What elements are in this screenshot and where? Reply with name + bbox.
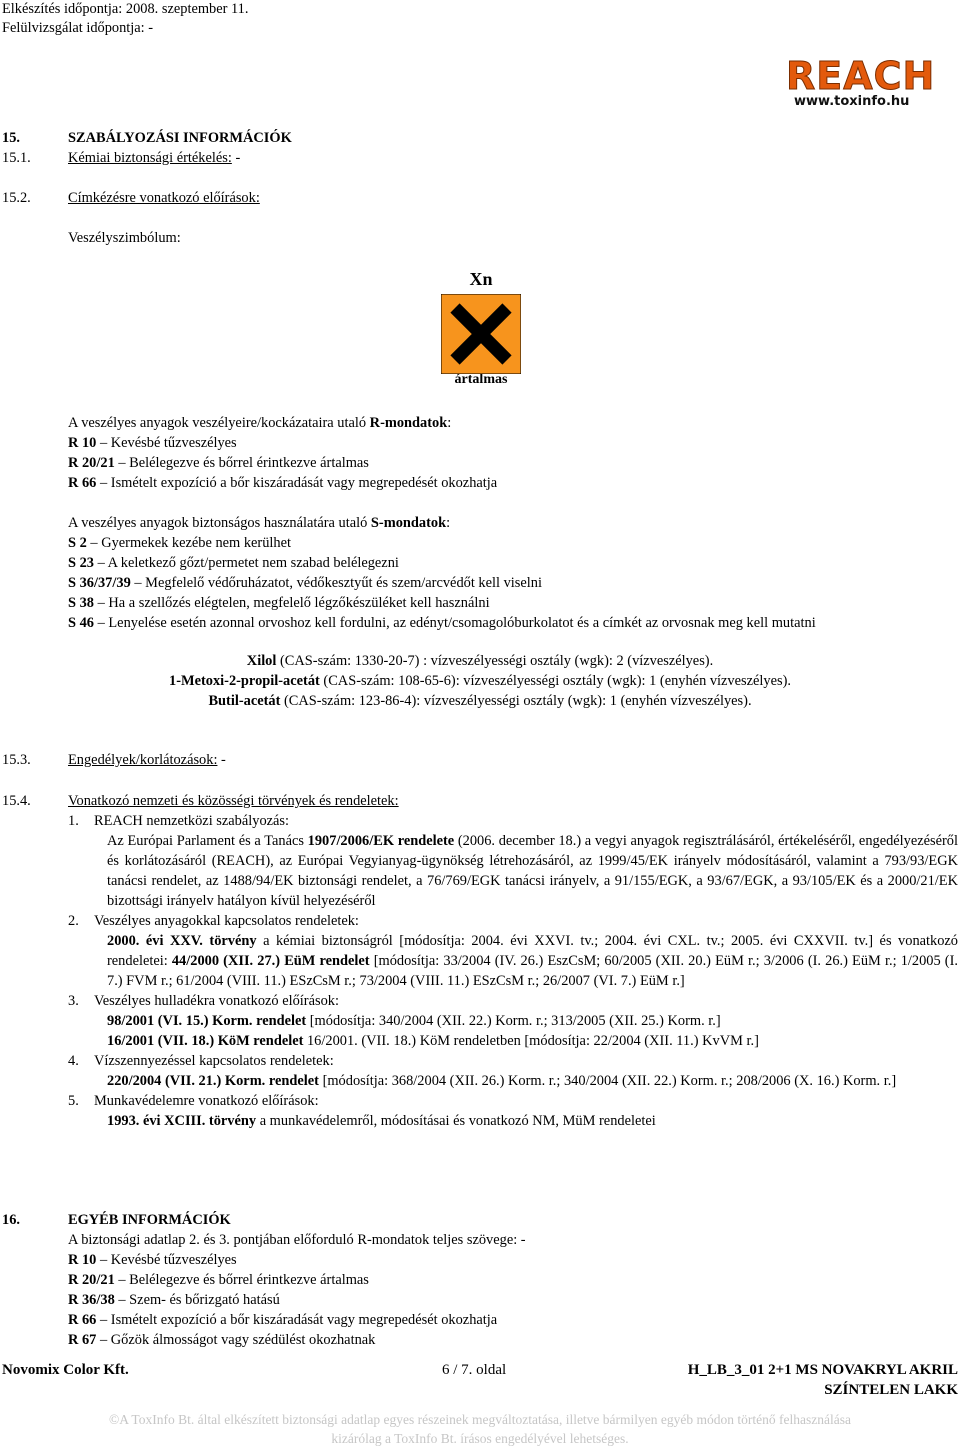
r-phrase: R 10 – Kevésbé tűzveszélyes: [68, 1252, 237, 1268]
law-item: 4. Vízszennyezéssel kapcsolatos rendeletek:: [68, 1053, 334, 1069]
hazard-code: Xn: [469, 269, 493, 289]
r-phrases: A veszélyes anyagok veszélyeire/kockázataira utaló R-mondatok: R 10 – Kevésbé tűzveszélyes R 20/21 – Belélegezve és bőrrel érintkezve ártalmas R 66 – Ismételt expozíció a bőr kiszáradását vagy megrepedését okozhatja: [68, 415, 498, 491]
law-text: 1993. évi XCIII. törvény a munkavédelemről, módosításai és vonatkozó NM, MüM rendeletei: [107, 1113, 656, 1129]
reach-logo: [786, 54, 960, 109]
r-phrase: R 66 – Ismételt expozíció a bőr kiszáradását vagy megrepedését okozhatja: [68, 1312, 498, 1328]
s-phrase: S 38 – Ha a szellőzés elégtelen, megfelelő légzőkészüléket kell használni: [68, 595, 490, 611]
s-phrase: S 46 – Lenyelése esetén azonnal orvoshoz kell fordulni, az edényt/csomagolóburkolatot és a címkét az orvosnak meg kell mutatni: [68, 615, 816, 631]
law-item: 5. Munkavédelemre vonatkozó előírások:: [68, 1093, 319, 1109]
created-date: Elkészítés időpontja: 2008. szeptember 11.: [2, 1, 249, 17]
r-phrase: R 20/21 – Belélegezve és bőrrel érintkezve ártalmas: [68, 455, 369, 471]
hazard-name: ártalmas: [454, 372, 508, 387]
s-phrase: S 36/37/39 – Megfelelő védőruházatot, védőkesztyűt és szem/arcvédőt kell viselni: [68, 575, 542, 591]
subsection-title: Címkézésre vonatkozó előírások:: [68, 190, 260, 206]
section-15: 15. SZABÁLYOZÁSI INFORMÁCIÓK 15.1. Kémiai biztonsági értékelés: - 15.2. Címkézésre vonatkozó előírások: Veszélyszimbólum:: [2, 130, 292, 246]
laws-list: [68, 811, 958, 1131]
s-phrase: S 23 – A keletkező gőzt/permetet nem szabad belélegezni: [68, 555, 399, 571]
section-title: SZABÁLYOZÁSI INFORMÁCIÓK: [68, 130, 292, 146]
symbol-label: Veszélyszimbólum:: [68, 230, 181, 246]
footer-product: H_LB_3_01 2+1 MS NOVAKRYL AKRIL SZÍNTELEN LAKK: [687, 1362, 958, 1398]
subsection-num: 15.1.: [2, 150, 31, 166]
subsection-15-4: 15.4. Vonatkozó nemzeti és közösségi törvények és rendeletek:: [2, 793, 399, 809]
law-text: 2000. évi XXV. törvény a kémiai biztonságról [módosítja: 2004. évi XXVI. tv.; 2004. évi CXL. tv.; 2005. évi CXXVII. tv.] és vonatkozó rendeletei: 44/2000 (XII. 27.) EüM rendelet [módosítja: 33/2004 (IV. 26.) EszCsM; 60/2005 (XII. 20.) EüM r.; 3/2006 (I. 26.) EüM r.; 1/2005 (I. 7.) FVM r.; 61/2004 (VIII. 11.) ESzCsM r.; 73/2004 (VIII. 11.) ESzCsM r.; 26/2007 (VI. 7.) EüM r.]: [107, 933, 958, 989]
footer-page: 6 / 7. oldal: [442, 1362, 507, 1378]
subsection-num: 15.2.: [2, 190, 31, 206]
wgk-line: Xilol (CAS-szám: 1330-20-7) : vízveszélyességi osztály (wgk): 2 (vízveszélyes).: [246, 653, 714, 669]
wgk-line: 1-Metoxi-2-propil-acetát (CAS-szám: 108-65-6): vízveszélyességi osztály (wgk): 1 (enyhén vízveszélyes).: [169, 673, 791, 689]
r-phrase: R 36/38 – Szem- és bőrizgató hatású: [68, 1292, 280, 1308]
wgk-line: Butil-acetát (CAS-szám: 123-86-4): vízveszélyességi osztály (wgk): 1 (enyhén vízveszélyes).: [208, 693, 752, 709]
law-text: 220/2004 (VII. 21.) Korm. rendelet [módosítja: 368/2004 (XII. 26.) Korm. r.; 340/2004 (XII. 22.) Korm. r.; 208/2006 (X. 16.) Korm. r.]: [107, 1073, 897, 1089]
copyright-notice: ©A ToxInfo Bt. által elkészített biztonsági adatlap egyes részeinek megváltoztatása, illetve bármilyen egyéb módon történő felhasználása kizárólag a ToxInfo Bt. írásos engedélyével lehetséges.: [109, 1412, 851, 1446]
reach-logo-brand: REACH: [786, 54, 936, 98]
s-phrase: S 2 – Gyermekek kezébe nem kerülhet: [68, 535, 291, 551]
r-phrase: R 10 – Kevésbé tűzveszélyes: [68, 435, 237, 451]
section-num: 15.: [2, 130, 20, 146]
harmful-cross-icon: [441, 294, 521, 374]
revised-date: Felülvizsgálat időpontja: -: [2, 20, 154, 36]
section-16: 16. EGYÉB INFORMÁCIÓK A biztonsági adatlap 2. és 3. pontjában előforduló R-mondatok teljes szövege: - R 10 – Kevésbé tűzveszélyes R 20/21 – Belélegezve és bőrrel érintkezve ártalmas R 36/38 – Szem- és bőrizgató hatású R 66 – Ismételt expozíció a bőr kiszáradását vagy megrepedését okozhatja R 67 – Gőzök álmosságot vagy szédülést okozhatnak: [2, 1210, 952, 1350]
law-item: 2. Veszélyes anyagokkal kapcsolatos rendeletek:: [68, 913, 359, 929]
r-phrase: R 20/21 – Belélegezve és bőrrel érintkezve ártalmas: [68, 1272, 369, 1288]
reach-logo-url: www.toxinfo.hu: [794, 94, 910, 109]
hazard-symbol: [441, 268, 521, 388]
subsection-15-3: 15.3. Engedélyek/korlátozások: -: [2, 752, 226, 768]
s-phrases: A veszélyes anyagok biztonságos használatára utaló S-mondatok: S 2 – Gyermekek kezébe nem kerülhet S 23 – A keletkező gőzt/permetet nem szabad belélegezni S 36/37/39 – Megfelelő védőruházatot, védőkesztyűt és szem/arcvédőt kell viselni S 38 – Ha a szellőzés elégtelen, megfelelő légzőkészüléket kell használni S 46 – Lenyelése esetén azonnal orvoshoz kell fordulni, az edényt/csomagolóburkolatot és a címkét az orvosnak meg kell mutatni: [68, 515, 816, 631]
footer-company: Novomix Color Kft.: [2, 1362, 129, 1378]
law-item: 3. Veszélyes hulladékra vonatkozó előírások:: [68, 993, 339, 1009]
r-phrase: R 67 – Gőzök álmosságot vagy szédülést okozhatnak: [68, 1332, 376, 1348]
law-item: 1. REACH nemzetközi szabályozás:: [68, 813, 290, 829]
law-text: 98/2001 (VI. 15.) Korm. rendelet [módosítja: 340/2004 (XII. 22.) Korm. r.; 313/2005 (XII. 25.) Korm. r.]: [107, 1013, 721, 1029]
subsection-title: Kémiai biztonsági értékelés:: [68, 150, 232, 166]
document-header: [2, 0, 248, 38]
r-phrase: R 66 – Ismételt expozíció a bőr kiszáradását vagy megrepedését okozhatja: [68, 475, 498, 491]
law-text: Az Európai Parlament és a Tanács 1907/2006/EK rendelete (2006. december 18.) a vegyi anyagok regisztrálásáról, értékeléséről, engedélyezéséről és korlátozásáról (REACH), az Európai Vegyianyag-ügynökség létrehozásáról, az 1999/45/EK irányelv módosításáról, valamint a 793/93/EGK tanácsi rendelet, az 1488/94/EK biztonsági rendelet, a 76/769/EGK tanácsi irányelv, a 91/155/EGK, a 93/67/EGK, a 93/105/EK és a 2000/21/EK bizottsági irányelv hatályon kívül helyezéséről: [107, 833, 959, 909]
law-text: 16/2001 (VII. 18.) KöM rendelet 16/2001. (VII. 18.) KöM rendeletben [módosítja: 22/2004 (XII. 11.) KvVM r.]: [107, 1033, 759, 1049]
